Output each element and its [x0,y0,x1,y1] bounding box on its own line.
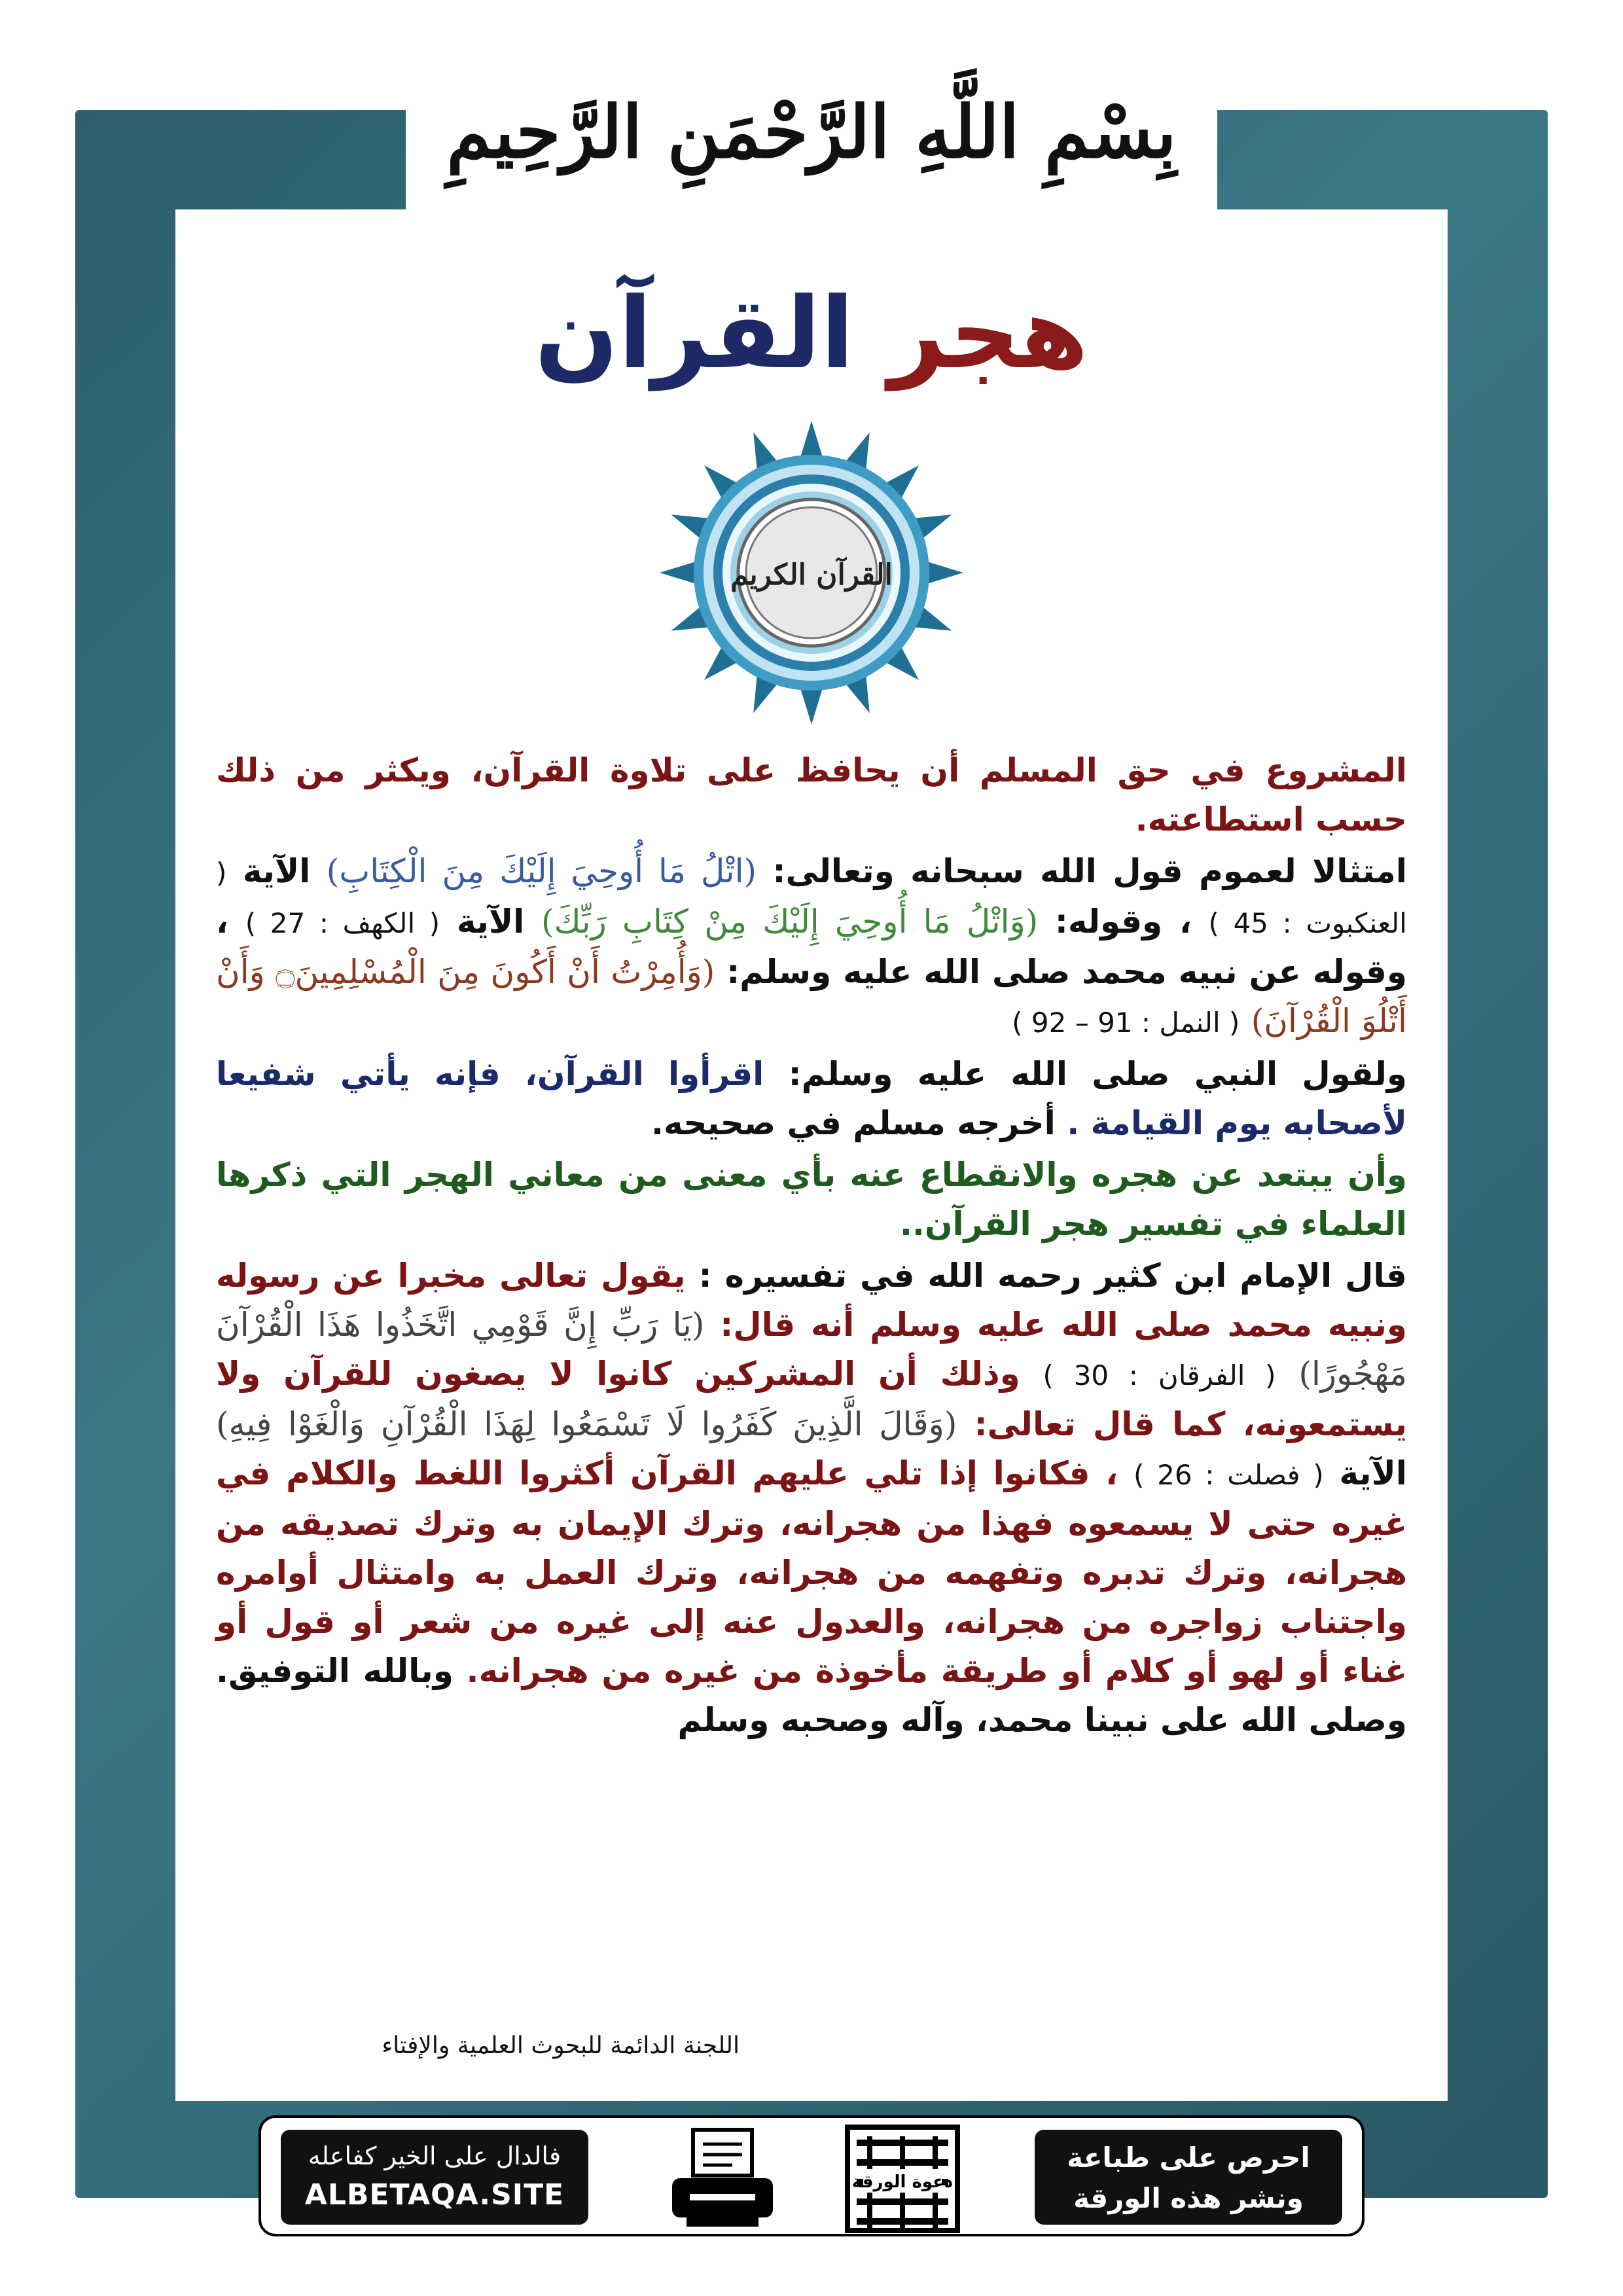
p2-verse-2: (وَاتْلُ مَا أُوحِيَ إِلَيْكَ مِنْ كِتَابِ رَبِّكَ) [541,903,1039,941]
title-word-2: القرآن [534,277,855,391]
p5-ref2-label: الآية [1339,1454,1407,1492]
p2-and-2: ، وقوله عن نبيه محمد صلى الله عليه وسلم: [216,903,1407,991]
dawah-logo [844,2123,961,2234]
p2-and: ، وقوله: [1054,903,1192,941]
footer-bar [259,2115,1364,2236]
p3-source: أخرجه مسلم في صحيحه. [651,1104,1056,1142]
title-word-1: هجر [888,277,1089,391]
p5-text-a: يقول تعالى مخبرا عن رسوله ونبيه محمد صلى الله عليه وسلم أنه قال: [216,1257,1407,1344]
quran-medallion [658,419,965,726]
page-title [0,268,1623,399]
p2-verse-1: (اتْلُ مَا أُوحِيَ إِلَيْكَ مِنَ الْكِتَابِ) [326,852,757,890]
printer-icon [667,2126,778,2231]
footer-site-badge[interactable] [281,2130,588,2225]
p5-verse-1: (يَا رَبِّ إِنَّ قَوْمِي اتَّخَذُوا هَذَا الْقُرْآنَ مَهْجُورًا) [216,1306,1407,1393]
p5-text-d: وبالله التوفيق. وصلى الله على نبينا محمد، وآله وصحبه وسلم [216,1652,1407,1739]
footer-proverb: فالدال على الخير كفاعله [308,2142,562,2170]
p2-ref-2: ( الكهف : 27 ) [245,907,440,939]
p5-verse-2: (وَقَالَ الَّذِينَ كَفَرُوا لَا تَسْمَعُوا لِهَذَا الْقُرْآنِ وَالْغَوْا فِيهِ) [216,1405,957,1443]
logo-text: دعوة الورقة [851,2172,954,2192]
p2-verse-3: (وَأُمِرْتُ أَنْ أَكُونَ مِنَ الْمُسْلِمِينَ۝ وَأَنْ أَتْلُوَ الْقُرْآنَ) [216,953,1407,1040]
article-body [216,746,1407,1748]
p2-ref1-label: الآية [242,852,311,890]
p2-intro: امتثالا لعموم قول الله سبحانه وتعالى: [772,852,1407,890]
p3-intro: ولقول النبي صلى الله عليه وسلم: [788,1055,1407,1093]
p5-ref-2: ( فصلت : 26 ) [1133,1459,1324,1491]
p5-ref-1: ( الفرقان : 30 ) [1043,1359,1276,1391]
p5-text-b: وذلك أن المشركين كانوا لا يصغون للقرآن ولا يستمعونه، كما قال تعالى: [216,1355,1407,1443]
paragraph-5 [216,1251,1407,1745]
paragraph-2 [216,847,1407,1047]
p2-ref2-label: الآية [456,903,525,941]
p2-ref-1: ( العنكبوت : 45 ) [216,857,1407,939]
p5-text-c: ، فكانوا إذا تلي عليهم القرآن أكثروا اللغط والكلام في غيره حتى لا يسمعوه فهذا من هجرانه، وترك الإيمان به وترك تصديقه من هجرانه، وترك تدبره وتفهمه من هجرانه، وترك العمل به وامتثال أوامره واجتناب زواجره من هجرانه، والعدول عنه إلى غيره من شعر أو قول أو غناء أو لهو أو كلام أو طريقة مأخوذة من غيره من هجرانه. [216,1454,1407,1690]
basmala-text: بِسْمِ اللَّهِ الرَّحْمَنِ الرَّحِيمِ [446,90,1177,174]
signature: اللجنة الدائمة للبحوث العلمية والإفتاء [382,2032,740,2059]
footer-print-line-2: ونشر هذه الورقة [1073,2182,1304,2214]
footer-site-link[interactable]: ALBETAQA.SITE [304,2178,565,2212]
paragraph-1: المشروع في حق المسلم أن يحافظ على تلاوة القرآن، ويكثر من ذلك حسب استطاعته. [216,751,1407,838]
medallion-text: القرآن الكريم [730,558,893,592]
footer-print-line-1: احرص على طباعة [1067,2142,1310,2174]
p3-hadith: اقرأوا القرآن، فإنه يأتي شفيعا لأصحابه يوم القيامة . [216,1055,1407,1142]
p2-ref-3: ( النمل : 91 – 92 ) [1012,1007,1240,1039]
paragraph-3 [216,1050,1407,1148]
paragraph-4: وأن يبتعد عن هجره والانقطاع عنه بأي معنى من معاني الهجر التي ذكرها العلماء في تفسير هجر القرآن.. [216,1156,1407,1243]
basmala-calligraphy [446,39,1177,216]
p5-intro: قال الإمام ابن كثير رحمه الله في تفسيره : [698,1257,1407,1295]
footer-print-badge [1035,2130,1342,2225]
